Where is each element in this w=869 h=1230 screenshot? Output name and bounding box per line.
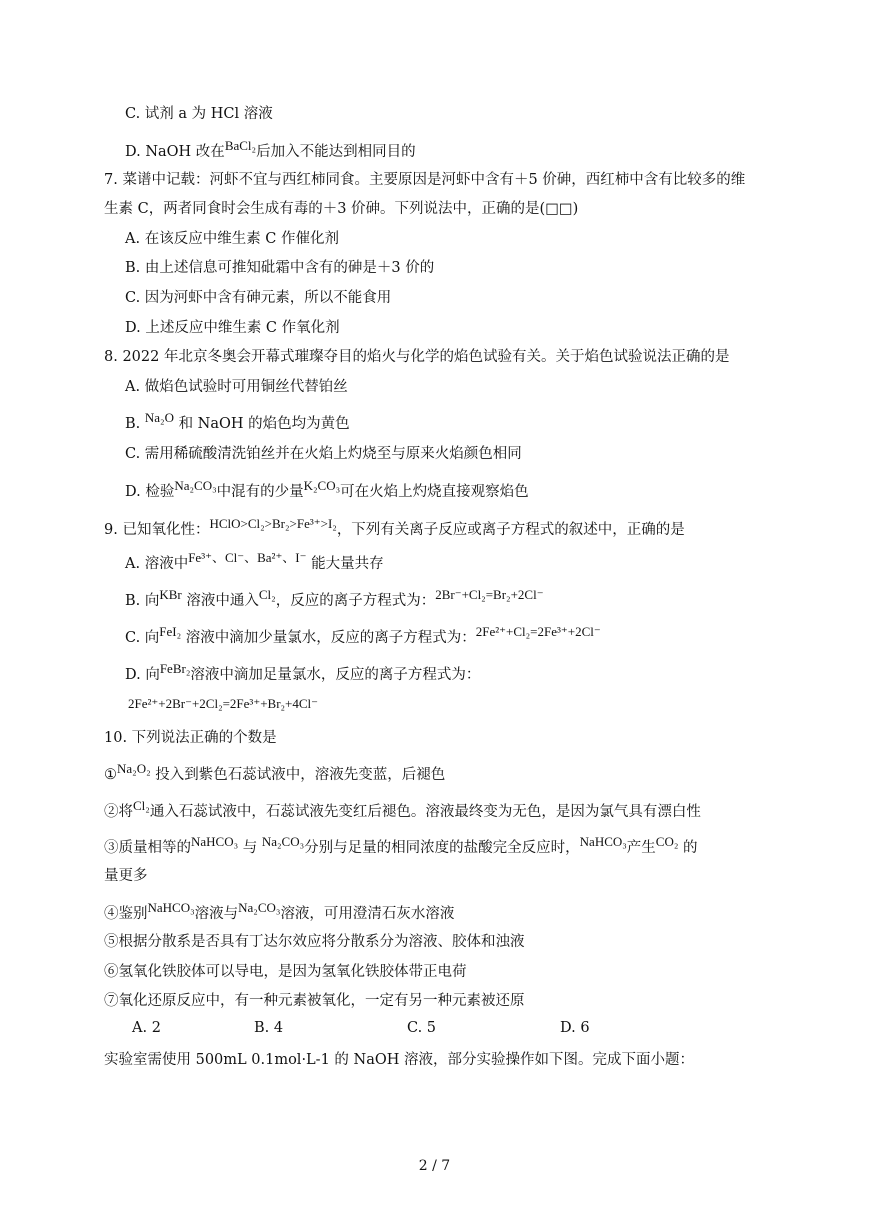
q10-statement-3: ③质量相等的NaHCO₃ 与 Na₂CO₃分别与足量的相同浓度的盐酸完全反应时，NaHCO₃产生CO₂ 的	[104, 834, 698, 856]
q8-option-a: A. 做焰色试验时可用铜丝代替铂丝	[125, 379, 348, 395]
formula-na2co3: Na₂CO₃	[238, 900, 281, 915]
formula-na2o2: Na₂O₂	[117, 761, 151, 776]
q10-statement-6: ⑥氢氧化铁胶体可以导电，是因为氢氧化铁胶体带正电荷	[104, 964, 467, 980]
q8-stem: 8. 2022 年北京冬奥会开幕式璀璨夺目的焰火与化学的焰色试验有关。关于焰色试验说法正确的是	[104, 349, 730, 365]
formula-na2co3: Na₂CO₃	[174, 478, 217, 493]
q10-statement-5: ⑤根据分散系是否具有丁达尔效应将分散系分为溶液、胶体和浊液	[104, 934, 525, 950]
q9-option-b: B. 向KBr 溶液中通入Cl₂，反应的离子方程式为：2Br⁻+Cl₂=Br₂+2Cl⁻	[125, 587, 544, 609]
q10-choices	[132, 1020, 732, 1040]
q10-statement-1: ①Na₂O₂ 投入到紫色石蕊试液中，溶液先变蓝，后褪色	[104, 761, 446, 783]
q10-statement-3-cont: 量更多	[104, 868, 148, 884]
q9-option-d: D. 向FeBr₂溶液中滴加足量氯水，反应的离子方程式为：	[125, 661, 481, 683]
q6-option-d: D. NaOH 改在BaCl₂后加入不能达到相同目的	[125, 138, 416, 160]
equation-c: 2Fe²⁺+Cl₂=2Fe³⁺+2Cl⁻	[475, 624, 601, 639]
q7-stem-line2: 生素 C，两者同食时会生成有毒的＋3 价砷。下列说法中，正确的是(□□)	[104, 201, 579, 217]
q8-option-c: C. 需用稀硫酸清洗铂丝并在火焰上灼烧至与原来火焰颜色相同	[125, 446, 522, 462]
equation-b: 2Br⁻+Cl₂=Br₂+2Cl⁻	[435, 587, 544, 602]
formula-cl2: Cl₂	[133, 798, 150, 813]
formula-fei2: FeI₂	[159, 624, 182, 639]
q10-choice-d: D. 6	[560, 1020, 590, 1036]
formula-febr2: FeBr₂	[159, 661, 191, 676]
formula-oxidizing-order: HClO>Cl₂>Br₂>Fe³⁺>I₂	[209, 516, 337, 531]
q7-option-c: C. 因为河虾中含有砷元素，所以不能食用	[125, 290, 392, 306]
q9-stem: 9. 已知氧化性：HClO>Cl₂>Br₂>Fe³⁺>I₂，下列有关离子反应或离子方程式的叙述中，正确的是	[104, 516, 685, 538]
q10-statement-7: ⑦氧化还原反应中，有一种元素被氧化，一定有另一种元素被还原	[104, 993, 525, 1009]
formula-nahco3: NaHCO₃	[191, 834, 239, 849]
q7-option-d: D. 上述反应中维生素 C 作氧化剂	[125, 320, 340, 336]
q10-statement-4: ④鉴别NaHCO₃溶液与Na₂CO₃溶液，可用澄清石灰水溶液	[104, 900, 455, 922]
lab-intro: 实验室需使用 500mL 0.1mol·L-1 的 NaOH 溶液，部分实验操作如下图。完成下面小题：	[104, 1052, 695, 1068]
q6-option-c: C. 试剂 a 为 HCl 溶液	[125, 106, 273, 122]
q9-option-a: A. 溶液中Fe³⁺、Cl⁻、Ba²⁺、I⁻ 能大量共存	[125, 550, 384, 572]
q8-option-b: B. Na₂O 和 NaOH 的焰色均为黄色	[125, 410, 350, 432]
formula-k2co3: K₂CO₃	[303, 478, 341, 493]
q10-choice-c: C. 5	[407, 1020, 437, 1036]
formula-nahco3: NaHCO₃	[579, 834, 627, 849]
formula-kbr: KBr	[159, 587, 182, 602]
q8-option-d: D. 检验Na₂CO₃中混有的少量K₂CO₃可在火焰上灼烧直接观察焰色	[125, 478, 529, 500]
formula-co2: CO₂	[655, 834, 679, 849]
q9-option-d-equation: 2Fe²⁺+2Br⁻+2Cl₂=2Fe³⁺+Br₂+4Cl⁻	[128, 696, 319, 711]
formula-nahco3: NaHCO₃	[147, 900, 195, 915]
q10-statement-2: ②将Cl₂通入石蕊试液中，石蕊试液先变红后褪色。溶液最终变为无色，是因为氯气具有漂白性	[104, 798, 701, 820]
formula-cl2: Cl₂	[258, 587, 276, 602]
page-number: 2 / 7	[418, 1158, 451, 1174]
q10-choice-b: B. 4	[254, 1020, 284, 1036]
formula-na2o: Na₂O	[144, 410, 174, 425]
q7-stem-line1: 7. 菜谱中记载：河虾不宜与西红柿同食。主要原因是河虾中含有＋5 价砷，西红柿中含有比较多的维	[104, 172, 746, 188]
formula-ions: Fe³⁺、Cl⁻、Ba²⁺、I⁻	[188, 550, 307, 565]
formula-bacl2: BaCl₂	[224, 138, 257, 153]
q9-option-c: C. 向FeI₂ 溶液中滴加少量氯水，反应的离子方程式为：2Fe²⁺+Cl₂=2Fe³⁺+2Cl⁻	[125, 624, 601, 646]
formula-na2co3: Na₂CO₃	[261, 834, 305, 849]
q7-option-a: A. 在该反应中维生素 C 作催化剂	[125, 231, 340, 247]
q7-option-b: B. 由上述信息可推知砒霜中含有的砷是＋3 价的	[125, 260, 435, 276]
q10-choice-a: A. 2	[132, 1020, 161, 1036]
q10-stem: 10. 下列说法正确的个数是	[104, 730, 277, 746]
